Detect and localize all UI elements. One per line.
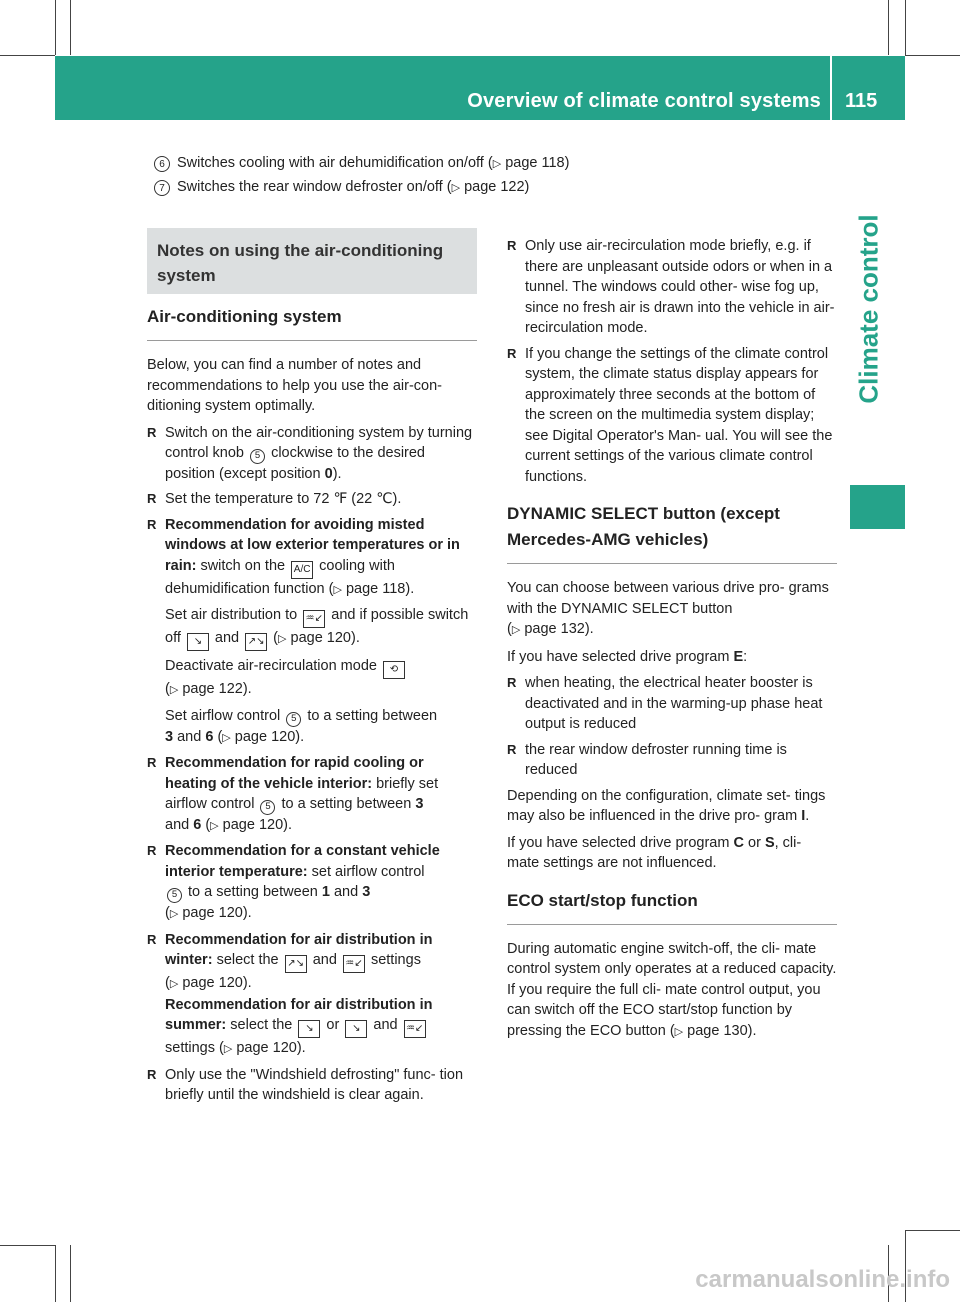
page-number: 115 bbox=[845, 90, 878, 112]
section-divider bbox=[147, 340, 477, 341]
crop-mark bbox=[905, 0, 906, 55]
paragraph: You can choose between various drive pro- grams with the DYNAMIC SELECT button (▷ page 132). bbox=[507, 580, 829, 637]
paragraph: If you have selected drive program E: bbox=[507, 648, 748, 665]
paragraph: During automatic engine switch-off, the cli- mate control system only operates at a reduced capacity. If you require the full cli- mate control output, you can switch off the ECO start/stop function by pressing the ECO button (▷ page 130). bbox=[507, 940, 837, 1039]
body-feet-icon: ↗↘ bbox=[245, 633, 267, 651]
intro-paragraph: Below, you can find a number of notes and recommendations to help you use the air-con- ditioning system optimally. bbox=[147, 357, 442, 414]
legend-text: Switches the rear window defroster on/off (▷ page 122) bbox=[177, 179, 530, 195]
page-header bbox=[55, 56, 905, 120]
crop-mark bbox=[55, 0, 56, 55]
watermark-url: carmanualsonline.info bbox=[695, 1266, 950, 1293]
page-ref-link[interactable]: page 118). bbox=[345, 580, 415, 597]
chapter-marker bbox=[850, 485, 905, 529]
number-circle-icon: 6 bbox=[154, 156, 170, 172]
chapter-tab bbox=[833, 120, 905, 498]
right-column bbox=[507, 236, 837, 1048]
bullet-item: R when heating, the electrical heater booster is deactivated and in the warming-up phase heat output is reduced bbox=[507, 673, 837, 735]
crop-mark bbox=[0, 1245, 55, 1246]
paragraph: Depending on the configuration, climate set- tings may also be influenced in the drive pro- gram I. bbox=[507, 787, 826, 824]
number-circle-icon: 5 bbox=[286, 712, 301, 727]
section-title: DYNAMIC SELECT button (except Mercedes-AMG vehicles) bbox=[507, 504, 780, 549]
page-ref-link[interactable]: page 130). bbox=[687, 1022, 757, 1039]
section-title: Air-conditioning system bbox=[147, 307, 342, 326]
ac-icon: A/C bbox=[291, 561, 313, 579]
page-ref-arrow-icon: ▷ bbox=[169, 684, 179, 697]
page-ref-arrow-icon: ▷ bbox=[674, 1025, 684, 1038]
bullet-item: R Only use air-recirculation mode briefly, e.g. if there are unpleasant outside odors or when in a tunnel. The windows could other- wise fog up, since no fresh air is drawn into the vehicle in air-recirculation mode. bbox=[507, 236, 837, 339]
bullet-item: R the rear window defroster running time is reduced bbox=[507, 740, 837, 781]
number-circle-icon: 5 bbox=[250, 449, 265, 464]
feet-icon: ↘ bbox=[345, 1020, 367, 1038]
crop-mark bbox=[905, 1230, 960, 1231]
page-title: Overview of climate control systems bbox=[467, 90, 821, 112]
page-ref-link[interactable]: page 120). bbox=[236, 1040, 306, 1056]
section-divider bbox=[507, 563, 837, 564]
page-ref-link[interactable]: page 120). bbox=[290, 630, 360, 647]
section-divider bbox=[507, 924, 837, 925]
defrost-feet-icon: ♒↙ bbox=[343, 955, 365, 973]
page-ref-link[interactable]: page 118) bbox=[505, 155, 570, 171]
number-circle-icon: 5 bbox=[167, 888, 182, 903]
crop-mark bbox=[70, 1245, 71, 1302]
page-ref-link[interactable]: page 120). bbox=[234, 728, 305, 745]
crop-mark bbox=[905, 55, 960, 56]
section-title: ECO start/stop function bbox=[507, 890, 698, 910]
feet-icon: ↘ bbox=[187, 633, 209, 651]
bullet-item: R If you change the settings of the climate control system, the climate status display appears for approximately three seconds at the bottom of the screen on the multimedia system display; see Digital Operator's Man- ual. You will see the current settings of the various climate control functions. bbox=[507, 344, 837, 488]
defrost-feet-icon: ♒↙ bbox=[303, 610, 325, 628]
legend-item bbox=[154, 176, 754, 200]
left-column bbox=[147, 228, 477, 1111]
page-ref-link[interactable]: page 132). bbox=[524, 621, 594, 637]
defrost-feet-icon: ♒↙ bbox=[404, 1020, 426, 1038]
legend-item bbox=[154, 152, 754, 176]
bullet-item: R Recommendation for avoiding misted windows at low exterior temperatures or in rain: switch on the A/C cooling with dehumidification function (▷ page 118). Set air distribution to ♒↙ and if possible switch off ↘ and ↗↘ (▷ page 120). Deactivate air-recirculation mode ⟲ (▷ page 122). Set airflow control 5 to a setting between 3 and 6 (▷ page 120). bbox=[147, 515, 477, 748]
crop-mark bbox=[888, 0, 889, 55]
body-feet-icon: ↗↘ bbox=[285, 955, 307, 973]
crop-mark bbox=[70, 0, 71, 55]
page-ref-arrow-icon: ▷ bbox=[223, 1043, 233, 1055]
page-ref-link[interactable]: page 120). bbox=[182, 975, 252, 991]
page-ref-arrow-icon: ▷ bbox=[222, 731, 231, 744]
header-divider bbox=[830, 56, 832, 120]
page-ref-arrow-icon: ▷ bbox=[210, 819, 219, 832]
number-circle-icon: 7 bbox=[154, 180, 170, 196]
page-ref-link[interactable]: page 122). bbox=[182, 681, 252, 698]
bullet-item: R Recommendation for a constant vehicle interior temperature: set airflow control 5 to a setting between 1 and 3 (▷ page 120). bbox=[147, 841, 477, 924]
chapter-label: Climate control bbox=[853, 214, 884, 404]
page-ref-link[interactable]: page 120). bbox=[222, 816, 293, 833]
number-circle-icon: 5 bbox=[260, 800, 275, 815]
legend-list bbox=[154, 152, 754, 200]
legend-text: Switches cooling with air dehumidification on/off (▷ page 118) bbox=[177, 155, 570, 171]
page-ref-arrow-icon: ▷ bbox=[511, 624, 521, 636]
recirculation-icon: ⟲ bbox=[383, 661, 405, 679]
notes-heading: Notes on using the air-conditioning system bbox=[147, 228, 477, 294]
page-ref-link[interactable]: page 120). bbox=[182, 905, 252, 921]
bullet-item: R Set the temperature to 72 ℉ (22 ℃). bbox=[147, 489, 477, 510]
page-ref-link[interactable]: page 122) bbox=[464, 179, 530, 195]
paragraph: If you have selected drive program C or S, cli- mate settings are not influenced. bbox=[507, 834, 802, 871]
bullet-item: R Recommendation for air distribution in winter: select the ↗↘ and ♒↙ settings (▷ page 120). Recommendation for air distribution in summer: select the ↘ or ↘ and ♒↙ settings (▷ page 120). bbox=[147, 930, 477, 1060]
feet-icon: ↘ bbox=[298, 1020, 320, 1038]
page-ref-arrow-icon: ▷ bbox=[333, 583, 342, 596]
page-ref-arrow-icon: ▷ bbox=[451, 182, 461, 194]
crop-mark bbox=[55, 1245, 56, 1302]
page-ref-arrow-icon: ▷ bbox=[169, 908, 179, 920]
page-ref-arrow-icon: ▷ bbox=[278, 633, 287, 646]
page-ref-arrow-icon: ▷ bbox=[492, 158, 502, 170]
crop-mark bbox=[0, 55, 55, 56]
bullet-item: R Switch on the air-conditioning system by turning control knob 5 clockwise to the desired position (except position 0). bbox=[147, 423, 477, 485]
page-ref-arrow-icon: ▷ bbox=[169, 978, 179, 990]
bullet-item: R Recommendation for rapid cooling or heating of the vehicle interior: briefly set airflow control 5 to a setting between 3 and 6 (▷ page 120). bbox=[147, 753, 477, 836]
bullet-item: R Only use the "Windshield defrosting" func- tion briefly until the windshield is clear again. bbox=[147, 1065, 477, 1106]
